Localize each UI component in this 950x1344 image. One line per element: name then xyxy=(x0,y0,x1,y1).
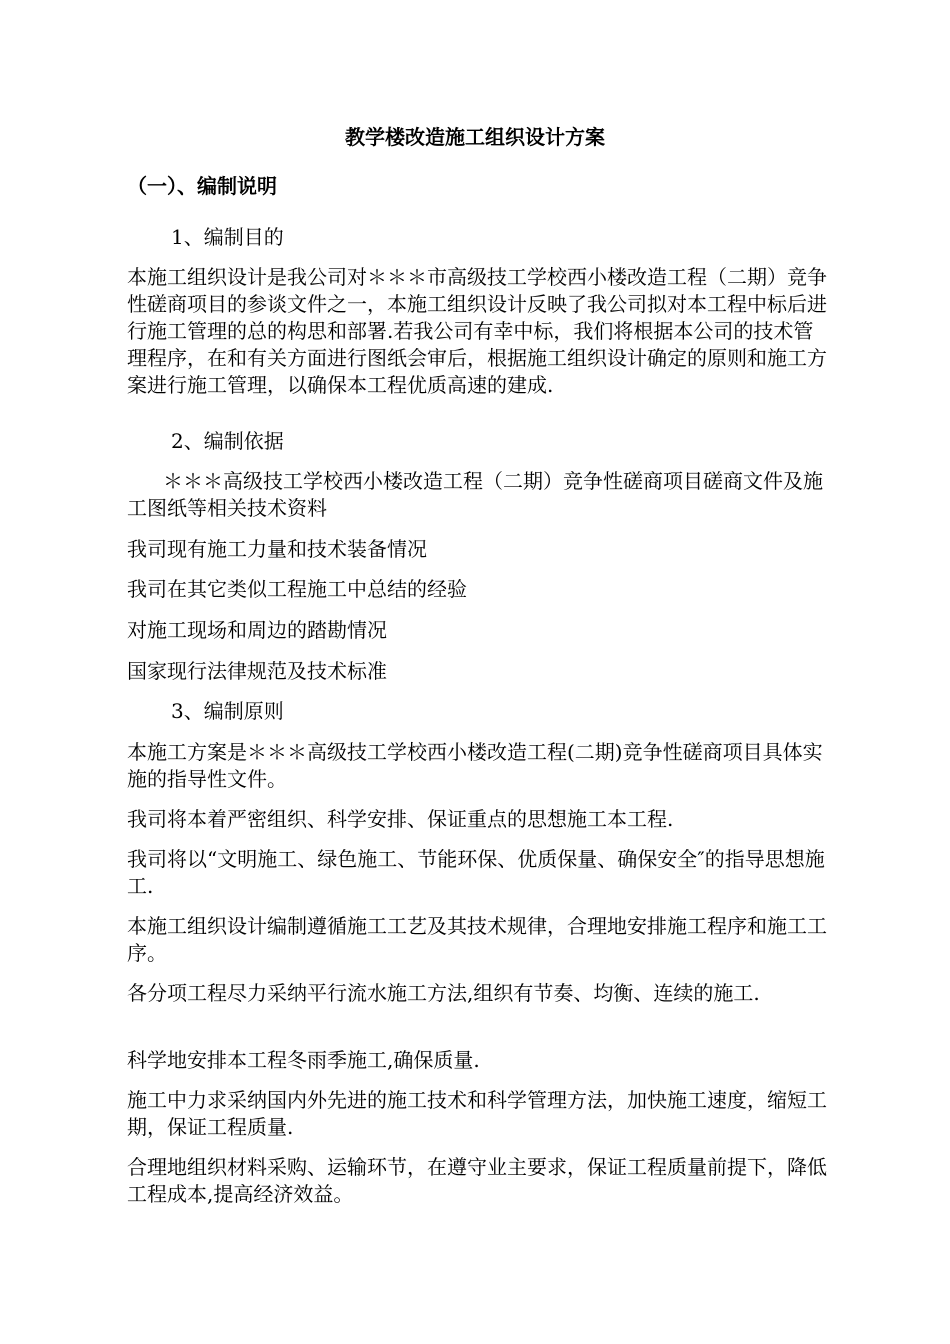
basis-item: ＊＊＊高级技工学校西小楼改造工程（二期）竞争性磋商项目磋商文件及施工图纸等相关技术资料 xyxy=(127,469,823,520)
principle-item: 科学地安排本工程冬雨季施工,确保质量. xyxy=(127,1048,480,1072)
section-heading-compilation-notes: （一）、编制说明 xyxy=(127,174,277,198)
basis-item: 我司在其它类似工程施工中总结的经验 xyxy=(127,577,467,601)
basis-item: 对施工现场和周边的踏勘情况 xyxy=(127,618,387,642)
principle-item: 本施工方案是＊＊＊高级技工学校西小楼改造工程(二期)竞争性磋商项目具体实施的指导性文件。 xyxy=(127,740,823,791)
basis-item: 国家现行法律规范及技术标准 xyxy=(127,659,387,683)
principle-item: 各分项工程尽力采纳平行流水施工方法,组织有节奏、均衡、连续的施工. xyxy=(127,981,760,1005)
subheading-principles: 3、编制原则 xyxy=(171,699,284,723)
principle-item: 施工中力求采纳国内外先进的施工技术和科学管理方法，加快施工速度，缩短工期，保证工程质量. xyxy=(127,1088,827,1139)
document-title: 教学楼改造施工组织设计方案 xyxy=(345,125,605,149)
paragraph-purpose: 本施工组织设计是我公司对＊＊＊市高级技工学校西小楼改造工程（二期）竞争性磋商项目的参谈文件之一，本施工组织设计反映了我公司拟对本工程中标后进行施工管理的总的构思和部署.若我公司有幸中标，我们将根据本公司的技术管理程序，在和有关方面进行图纸会审后，根据施工组织设计确定的原则和施工方案进行施工管理，以确保本工程优质高速的建成. xyxy=(127,265,827,397)
subheading-purpose: 1、编制目的 xyxy=(171,225,284,249)
basis-item: 我司现有施工力量和技术装备情况 xyxy=(127,537,427,561)
principle-item: 我司将本着严密组织、科学安排、保证重点的思想施工本工程. xyxy=(127,807,674,831)
subheading-basis: 2、编制依据 xyxy=(171,429,284,453)
principle-item: 本施工组织设计编制遵循施工工艺及其技术规律，合理地安排施工程序和施工工序。 xyxy=(127,914,827,965)
principle-item: 合理地组织材料采购、运输环节，在遵守业主要求，保证工程质量前提下，降低工程成本,提高经济效益。 xyxy=(127,1155,827,1206)
principle-item: 我司将以“文明施工、绿色施工、节能环保、优质保量、确保安全″的指导思想施工. xyxy=(127,847,825,898)
